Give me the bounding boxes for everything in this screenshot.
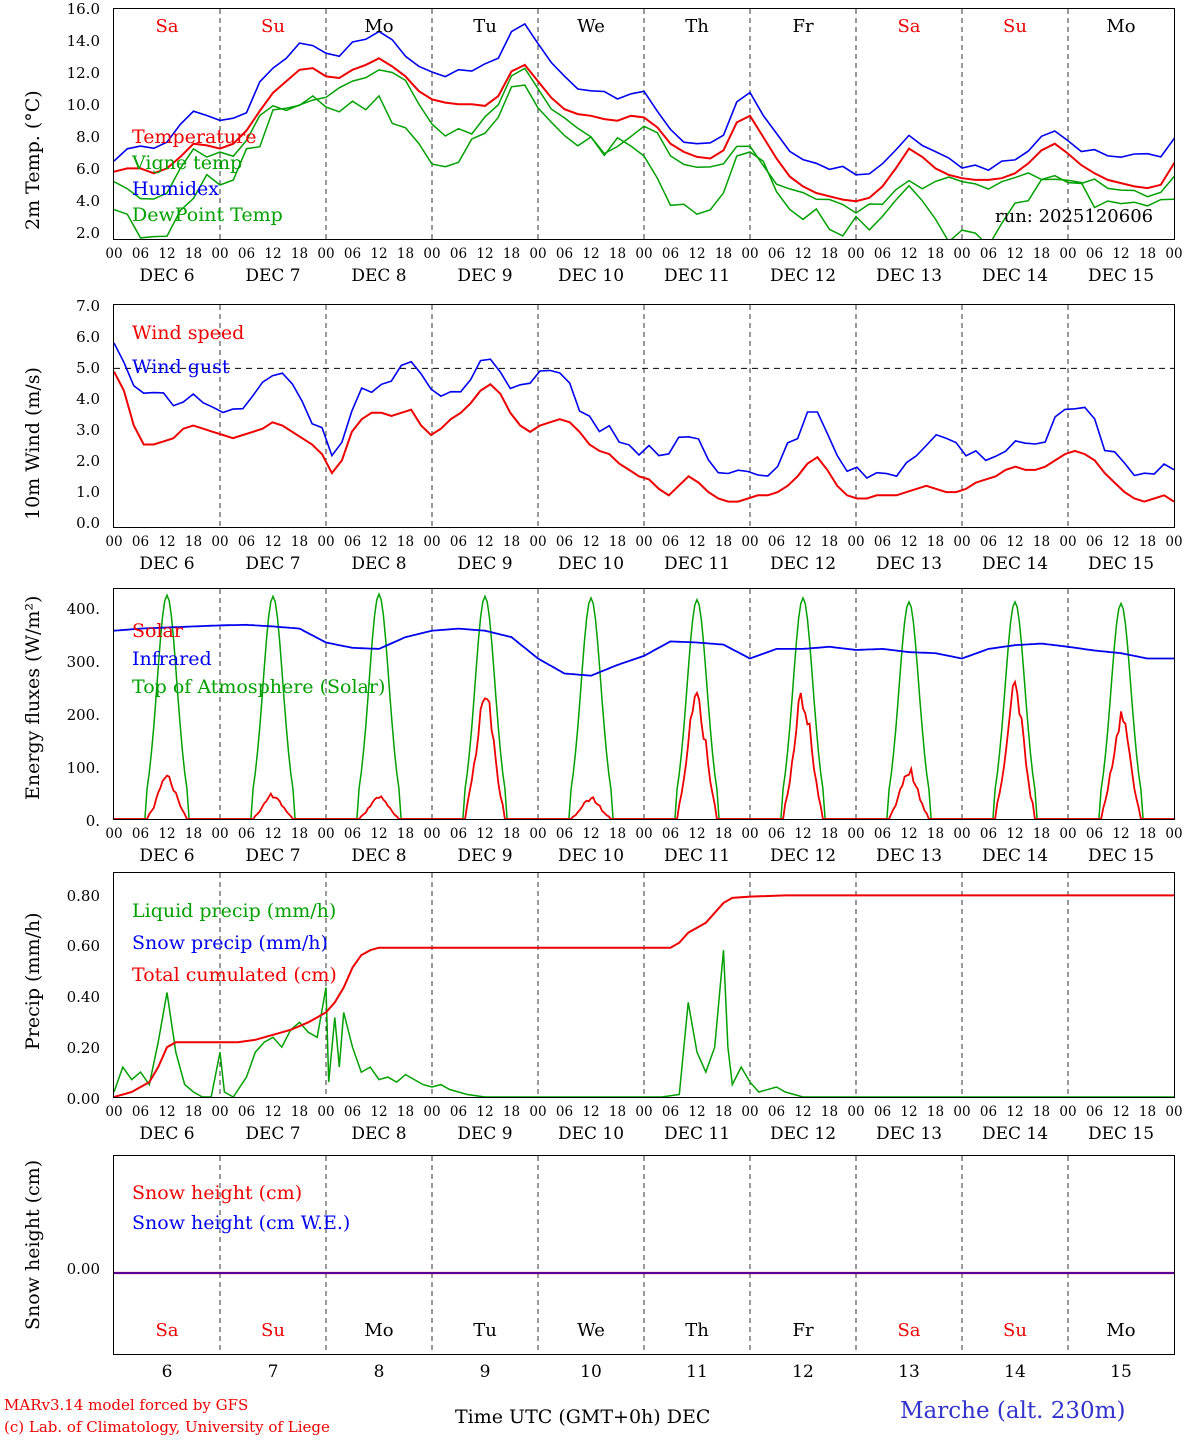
x-tick-day: DEC 14 <box>981 266 1049 286</box>
x-tick-hour: 00 <box>1165 534 1183 550</box>
x-tick-hour: 00 <box>529 534 547 550</box>
x-tick-hour: 06 <box>661 826 680 842</box>
x-tick-hour: 06 <box>449 246 468 262</box>
x-tick-hour: 12 <box>582 534 600 550</box>
x-tick-day-number: 8 <box>373 1362 385 1382</box>
x-tick-hour: 06 <box>449 534 468 550</box>
x-tick-hour: 00 <box>1059 534 1077 550</box>
x-tick-hour: 06 <box>343 1104 362 1120</box>
x-tick-hour: 00 <box>847 534 865 550</box>
x-tick-hour: 18 <box>714 246 733 262</box>
x-tick-hour: 18 <box>714 1104 733 1120</box>
x-tick-day-number: 12 <box>792 1362 814 1382</box>
axis-label-snow: Snow height (cm) <box>22 1159 44 1330</box>
day-name-label: Sa <box>155 1320 179 1341</box>
x-tick-hour: 12 <box>582 1104 600 1120</box>
ytick: 8.0 <box>76 128 100 146</box>
x-tick-hour: 00 <box>953 534 971 550</box>
x-tick-hour: 06 <box>131 534 150 550</box>
x-tick-hour: 12 <box>1112 534 1130 550</box>
x-tick-hour: 06 <box>979 1104 998 1120</box>
x-tick-day-number: 14 <box>1004 1362 1026 1382</box>
x-tick-hour: 00 <box>423 1104 441 1120</box>
x-tick-hour: 12 <box>370 1104 388 1120</box>
x-tick-day: DEC 13 <box>875 1124 943 1144</box>
x-tick-hour: 06 <box>237 826 256 842</box>
x-tick-hour: 18 <box>396 534 415 550</box>
x-tick-hour: 00 <box>105 534 123 550</box>
x-tick-hour: 06 <box>767 826 786 842</box>
ytick: 14.0 <box>66 32 100 50</box>
day-name-label: We <box>577 16 605 37</box>
x-tick-hour: 12 <box>158 826 176 842</box>
x-tick-hour: 00 <box>211 246 229 262</box>
legend-wind-speed: Wind speed <box>132 322 245 344</box>
x-tick-hour: 18 <box>184 534 203 550</box>
x-tick-hour: 18 <box>290 826 309 842</box>
legend-snow-height: Snow height (cm) <box>132 1182 303 1204</box>
x-tick-hour: 12 <box>582 246 600 262</box>
x-tick-hour: 00 <box>635 1104 653 1120</box>
x-tick-hour: 18 <box>1138 826 1157 842</box>
x-tick-hour: 00 <box>847 1104 865 1120</box>
legend-snow-precip: Snow precip (mm/h) <box>132 932 328 954</box>
x-tick-hour: 18 <box>184 1104 203 1120</box>
x-tick-hour: 06 <box>343 246 362 262</box>
x-tick-day: DEC 15 <box>1087 266 1155 286</box>
day-name-label: Su <box>261 16 285 37</box>
day-name-label: Su <box>1003 1320 1027 1341</box>
x-tick-day: DEC 6 <box>139 846 195 866</box>
x-tick-hour: 06 <box>661 1104 680 1120</box>
x-tick-day: DEC 8 <box>351 266 407 286</box>
x-tick-hour: 06 <box>343 826 362 842</box>
ytick: 1.0 <box>76 483 100 501</box>
legend-liquid-precip: Liquid precip (mm/h) <box>132 900 337 922</box>
x-tick-hour: 00 <box>211 1104 229 1120</box>
x-tick-hour: 12 <box>688 534 706 550</box>
x-tick-hour: 18 <box>396 1104 415 1120</box>
day-name-label: Th <box>685 1320 709 1341</box>
x-tick-hour: 18 <box>1032 826 1051 842</box>
ytick: 100. <box>66 759 100 777</box>
x-tick-hour: 18 <box>1032 246 1051 262</box>
x-tick-hour: 12 <box>582 826 600 842</box>
x-tick-hour: 06 <box>555 1104 574 1120</box>
x-tick-day: DEC 7 <box>245 266 301 286</box>
x-tick-hour: 06 <box>131 826 150 842</box>
x-tick-hour: 12 <box>370 246 388 262</box>
x-tick-hour: 18 <box>290 1104 309 1120</box>
x-tick-hour: 00 <box>1059 246 1077 262</box>
x-tick-day: DEC 9 <box>457 554 513 574</box>
ytick: 16.0 <box>66 0 100 18</box>
ytick: 0.80 <box>66 887 100 905</box>
footer-copyright: (c) Lab. of Climatology, University of Liege <box>4 1418 330 1436</box>
x-tick-day: DEC 12 <box>769 846 837 866</box>
x-tick-day: DEC 15 <box>1087 846 1155 866</box>
x-tick-hour: 12 <box>688 246 706 262</box>
x-tick-hour: 06 <box>979 826 998 842</box>
x-tick-day: DEC 15 <box>1087 1124 1155 1144</box>
x-tick-hour: 18 <box>1138 1104 1157 1120</box>
x-tick-day: DEC 15 <box>1087 554 1155 574</box>
x-tick-hour: 12 <box>264 246 282 262</box>
x-tick-hour: 18 <box>926 826 945 842</box>
x-tick-day: DEC 6 <box>139 266 195 286</box>
footer-time-axis-label: Time UTC (GMT+0h) DEC <box>455 1406 711 1428</box>
x-tick-hour: 06 <box>555 534 574 550</box>
x-tick-hour: 18 <box>714 534 733 550</box>
ytick: 0. <box>85 812 100 830</box>
x-tick-hour: 18 <box>502 1104 521 1120</box>
x-tick-hour: 00 <box>741 826 759 842</box>
x-tick-hour: 06 <box>873 826 892 842</box>
x-tick-day-number: 10 <box>580 1362 602 1382</box>
axis-label-temperature: 2m Temp. (°C) <box>22 90 44 230</box>
x-tick-hour: 00 <box>847 246 865 262</box>
run-label: run: 2025120606 <box>995 206 1154 227</box>
day-name-label: We <box>577 1320 605 1341</box>
x-tick-hour: 18 <box>1138 534 1157 550</box>
x-tick-hour: 12 <box>158 1104 176 1120</box>
x-tick-day-number: 13 <box>898 1362 920 1382</box>
x-tick-hour: 00 <box>847 826 865 842</box>
x-tick-day-number: 15 <box>1110 1362 1132 1382</box>
x-tick-hour: 06 <box>555 826 574 842</box>
ytick: 6.0 <box>76 328 100 346</box>
day-name-label: Mo <box>364 1320 394 1341</box>
x-tick-hour: 18 <box>926 534 945 550</box>
legend-total-cumulated: Total cumulated (cm) <box>132 964 337 986</box>
x-tick-hour: 12 <box>158 246 176 262</box>
day-name-label: Th <box>685 16 709 37</box>
x-tick-hour: 00 <box>1165 1104 1183 1120</box>
x-tick-hour: 18 <box>290 246 309 262</box>
x-tick-hour: 06 <box>767 1104 786 1120</box>
x-tick-hour: 06 <box>1085 826 1104 842</box>
x-tick-hour: 18 <box>926 246 945 262</box>
ytick: 10.0 <box>66 96 100 114</box>
legend-wind-gust: Wind gust <box>132 356 230 378</box>
day-name-label: Mo <box>364 16 394 37</box>
x-tick-hour: 18 <box>820 826 839 842</box>
x-tick-day: DEC 13 <box>875 554 943 574</box>
x-tick-hour: 12 <box>476 534 494 550</box>
x-tick-hour: 12 <box>158 534 176 550</box>
x-tick-hour: 18 <box>1032 1104 1051 1120</box>
ytick: 0.0 <box>76 514 100 532</box>
x-tick-hour: 00 <box>317 246 335 262</box>
x-tick-hour: 00 <box>423 246 441 262</box>
x-tick-hour: 18 <box>926 1104 945 1120</box>
ytick: 400. <box>66 600 100 618</box>
x-tick-hour: 00 <box>1059 1104 1077 1120</box>
x-tick-day: DEC 7 <box>245 846 301 866</box>
x-tick-day: DEC 11 <box>663 266 731 286</box>
ytick: 0.40 <box>66 988 100 1006</box>
footer-model: MARv3.14 model forced by GFS <box>4 1396 249 1414</box>
x-tick-hour: 06 <box>661 534 680 550</box>
x-tick-hour: 18 <box>820 1104 839 1120</box>
x-tick-hour: 12 <box>370 826 388 842</box>
x-tick-hour: 06 <box>661 246 680 262</box>
x-tick-hour: 06 <box>1085 534 1104 550</box>
x-tick-hour: 12 <box>1112 246 1130 262</box>
x-tick-hour: 06 <box>1085 246 1104 262</box>
x-tick-hour: 00 <box>529 1104 547 1120</box>
x-tick-hour: 06 <box>1085 1104 1104 1120</box>
ytick: 7.0 <box>76 297 100 315</box>
axis-label-energy: Energy fluxes (W/m²) <box>22 595 44 800</box>
x-tick-day: DEC 12 <box>769 1124 837 1144</box>
x-tick-day-number: 9 <box>479 1362 491 1382</box>
plot-area-energy <box>113 588 1175 820</box>
legend-toa-solar: Top of Atmosphere (Solar) <box>132 676 386 698</box>
day-name-label: Mo <box>1106 1320 1136 1341</box>
x-tick-hour: 12 <box>1006 246 1024 262</box>
legend-infrared: Infrared <box>132 648 212 670</box>
day-name-label: Tu <box>473 16 497 37</box>
x-tick-hour: 12 <box>900 534 918 550</box>
x-tick-hour: 12 <box>476 826 494 842</box>
x-tick-hour: 12 <box>370 534 388 550</box>
x-tick-hour: 06 <box>449 1104 468 1120</box>
x-tick-hour: 12 <box>476 246 494 262</box>
x-tick-hour: 00 <box>741 1104 759 1120</box>
axis-label-wind: 10m Wind (m/s) <box>22 367 44 520</box>
x-tick-day: DEC 12 <box>769 266 837 286</box>
footer-station: Marche (alt. 230m) <box>900 1398 1126 1424</box>
ytick: 0.00 <box>66 1260 100 1278</box>
x-tick-hour: 00 <box>953 246 971 262</box>
x-tick-hour: 12 <box>794 1104 812 1120</box>
legend-vigne-temp: Vigne temp <box>132 152 243 174</box>
x-tick-day: DEC 11 <box>663 554 731 574</box>
x-tick-day: DEC 13 <box>875 266 943 286</box>
legend-dewpoint: DewPoint Temp <box>132 204 283 226</box>
x-tick-hour: 00 <box>423 826 441 842</box>
x-tick-hour: 18 <box>608 1104 627 1120</box>
x-tick-hour: 18 <box>502 246 521 262</box>
x-tick-hour: 00 <box>529 246 547 262</box>
x-tick-hour: 12 <box>1006 534 1024 550</box>
ytick: 0.60 <box>66 937 100 955</box>
x-tick-day: DEC 6 <box>139 554 195 574</box>
x-tick-hour: 06 <box>237 1104 256 1120</box>
x-tick-day: DEC 6 <box>139 1124 195 1144</box>
x-tick-day: DEC 10 <box>557 1124 625 1144</box>
x-tick-hour: 18 <box>502 534 521 550</box>
x-tick-hour: 18 <box>1138 246 1157 262</box>
ytick: 6.0 <box>76 160 100 178</box>
x-tick-hour: 00 <box>741 246 759 262</box>
x-tick-hour: 00 <box>105 246 123 262</box>
x-tick-day: DEC 14 <box>981 1124 1049 1144</box>
x-tick-hour: 18 <box>184 826 203 842</box>
x-tick-hour: 12 <box>688 826 706 842</box>
x-tick-hour: 00 <box>635 534 653 550</box>
x-tick-hour: 06 <box>873 246 892 262</box>
ytick: 12.0 <box>66 64 100 82</box>
x-tick-hour: 00 <box>211 826 229 842</box>
ytick: 0.20 <box>66 1039 100 1057</box>
x-tick-hour: 06 <box>767 534 786 550</box>
legend-snow-height-we: Snow height (cm W.E.) <box>132 1212 351 1234</box>
legend-solar: Solar <box>132 620 183 642</box>
ytick: 300. <box>66 653 100 671</box>
x-tick-hour: 06 <box>237 246 256 262</box>
x-tick-hour: 06 <box>873 1104 892 1120</box>
x-tick-hour: 18 <box>396 246 415 262</box>
x-tick-hour: 12 <box>900 1104 918 1120</box>
x-tick-day-number: 6 <box>161 1362 173 1382</box>
ytick: 2.0 <box>76 452 100 470</box>
x-tick-hour: 06 <box>131 246 150 262</box>
x-tick-hour: 12 <box>264 534 282 550</box>
legend-humidex: Humidex <box>132 178 220 200</box>
x-tick-day-number: 11 <box>686 1362 708 1382</box>
x-tick-hour: 18 <box>184 246 203 262</box>
x-tick-hour: 00 <box>317 1104 335 1120</box>
x-tick-hour: 00 <box>635 826 653 842</box>
day-name-label: Sa <box>897 1320 921 1341</box>
x-tick-hour: 12 <box>1112 1104 1130 1120</box>
day-name-label: Fr <box>792 16 814 37</box>
x-tick-day: DEC 14 <box>981 846 1049 866</box>
x-tick-hour: 12 <box>264 826 282 842</box>
x-tick-day: DEC 7 <box>245 1124 301 1144</box>
x-tick-day: DEC 12 <box>769 554 837 574</box>
x-tick-hour: 06 <box>767 246 786 262</box>
x-tick-day: DEC 8 <box>351 1124 407 1144</box>
x-tick-day: DEC 11 <box>663 846 731 866</box>
x-tick-hour: 18 <box>290 534 309 550</box>
x-tick-hour: 06 <box>449 826 468 842</box>
x-tick-day: DEC 7 <box>245 554 301 574</box>
x-tick-hour: 00 <box>953 1104 971 1120</box>
day-name-label: Su <box>1003 16 1027 37</box>
x-tick-hour: 00 <box>105 826 123 842</box>
x-tick-hour: 00 <box>105 1104 123 1120</box>
x-tick-day: DEC 11 <box>663 1124 731 1144</box>
x-tick-hour: 18 <box>608 826 627 842</box>
x-tick-day: DEC 10 <box>557 846 625 866</box>
ytick: 4.0 <box>76 390 100 408</box>
x-tick-day-number: 7 <box>267 1362 279 1382</box>
x-tick-hour: 18 <box>820 534 839 550</box>
x-tick-hour: 00 <box>529 826 547 842</box>
ytick: 3.0 <box>76 421 100 439</box>
x-tick-hour: 06 <box>979 246 998 262</box>
x-tick-hour: 00 <box>211 534 229 550</box>
x-tick-hour: 00 <box>1165 246 1183 262</box>
x-tick-hour: 18 <box>608 246 627 262</box>
x-tick-hour: 06 <box>979 534 998 550</box>
day-name-label: Su <box>261 1320 285 1341</box>
x-tick-hour: 18 <box>396 826 415 842</box>
x-tick-hour: 00 <box>317 826 335 842</box>
x-tick-day: DEC 13 <box>875 846 943 866</box>
ytick: 0.00 <box>66 1090 100 1108</box>
x-tick-hour: 00 <box>1165 826 1183 842</box>
x-tick-hour: 18 <box>502 826 521 842</box>
x-tick-hour: 06 <box>555 246 574 262</box>
ytick: 2.0 <box>76 224 100 242</box>
x-tick-hour: 12 <box>1006 826 1024 842</box>
x-tick-hour: 06 <box>131 1104 150 1120</box>
x-tick-day: DEC 8 <box>351 846 407 866</box>
x-tick-hour: 18 <box>820 246 839 262</box>
x-tick-day: DEC 8 <box>351 554 407 574</box>
day-name-label: Tu <box>473 1320 497 1341</box>
x-tick-hour: 18 <box>714 826 733 842</box>
x-tick-day: DEC 9 <box>457 846 513 866</box>
day-name-label: Sa <box>155 16 179 37</box>
x-tick-day: DEC 10 <box>557 554 625 574</box>
x-tick-hour: 18 <box>608 534 627 550</box>
ytick: 4.0 <box>76 192 100 210</box>
x-tick-hour: 12 <box>900 246 918 262</box>
x-tick-hour: 00 <box>423 534 441 550</box>
x-tick-hour: 18 <box>1032 534 1051 550</box>
x-tick-hour: 12 <box>688 1104 706 1120</box>
day-name-label: Mo <box>1106 16 1136 37</box>
x-tick-hour: 00 <box>317 534 335 550</box>
x-tick-hour: 06 <box>343 534 362 550</box>
x-tick-hour: 00 <box>953 826 971 842</box>
x-tick-hour: 12 <box>794 246 812 262</box>
x-tick-hour: 06 <box>873 534 892 550</box>
x-tick-hour: 12 <box>1112 826 1130 842</box>
x-tick-hour: 12 <box>900 826 918 842</box>
day-name-label: Fr <box>792 1320 814 1341</box>
x-tick-hour: 12 <box>476 1104 494 1120</box>
x-tick-day: DEC 10 <box>557 266 625 286</box>
x-tick-day: DEC 9 <box>457 266 513 286</box>
plot-area-wind <box>113 304 1175 528</box>
x-tick-hour: 12 <box>794 534 812 550</box>
ytick: 5.0 <box>76 359 100 377</box>
x-tick-day: DEC 14 <box>981 554 1049 574</box>
x-tick-hour: 00 <box>741 534 759 550</box>
x-tick-hour: 12 <box>794 826 812 842</box>
ytick: 200. <box>66 706 100 724</box>
axis-label-precip: Precip (mm/h) <box>22 912 44 1050</box>
x-tick-hour: 06 <box>237 534 256 550</box>
legend-temperature: Temperature <box>132 126 257 148</box>
x-tick-hour: 12 <box>264 1104 282 1120</box>
x-tick-hour: 12 <box>1006 1104 1024 1120</box>
day-name-label: Sa <box>897 16 921 37</box>
x-tick-day: DEC 9 <box>457 1124 513 1144</box>
x-tick-hour: 00 <box>1059 826 1077 842</box>
x-tick-hour: 00 <box>635 246 653 262</box>
